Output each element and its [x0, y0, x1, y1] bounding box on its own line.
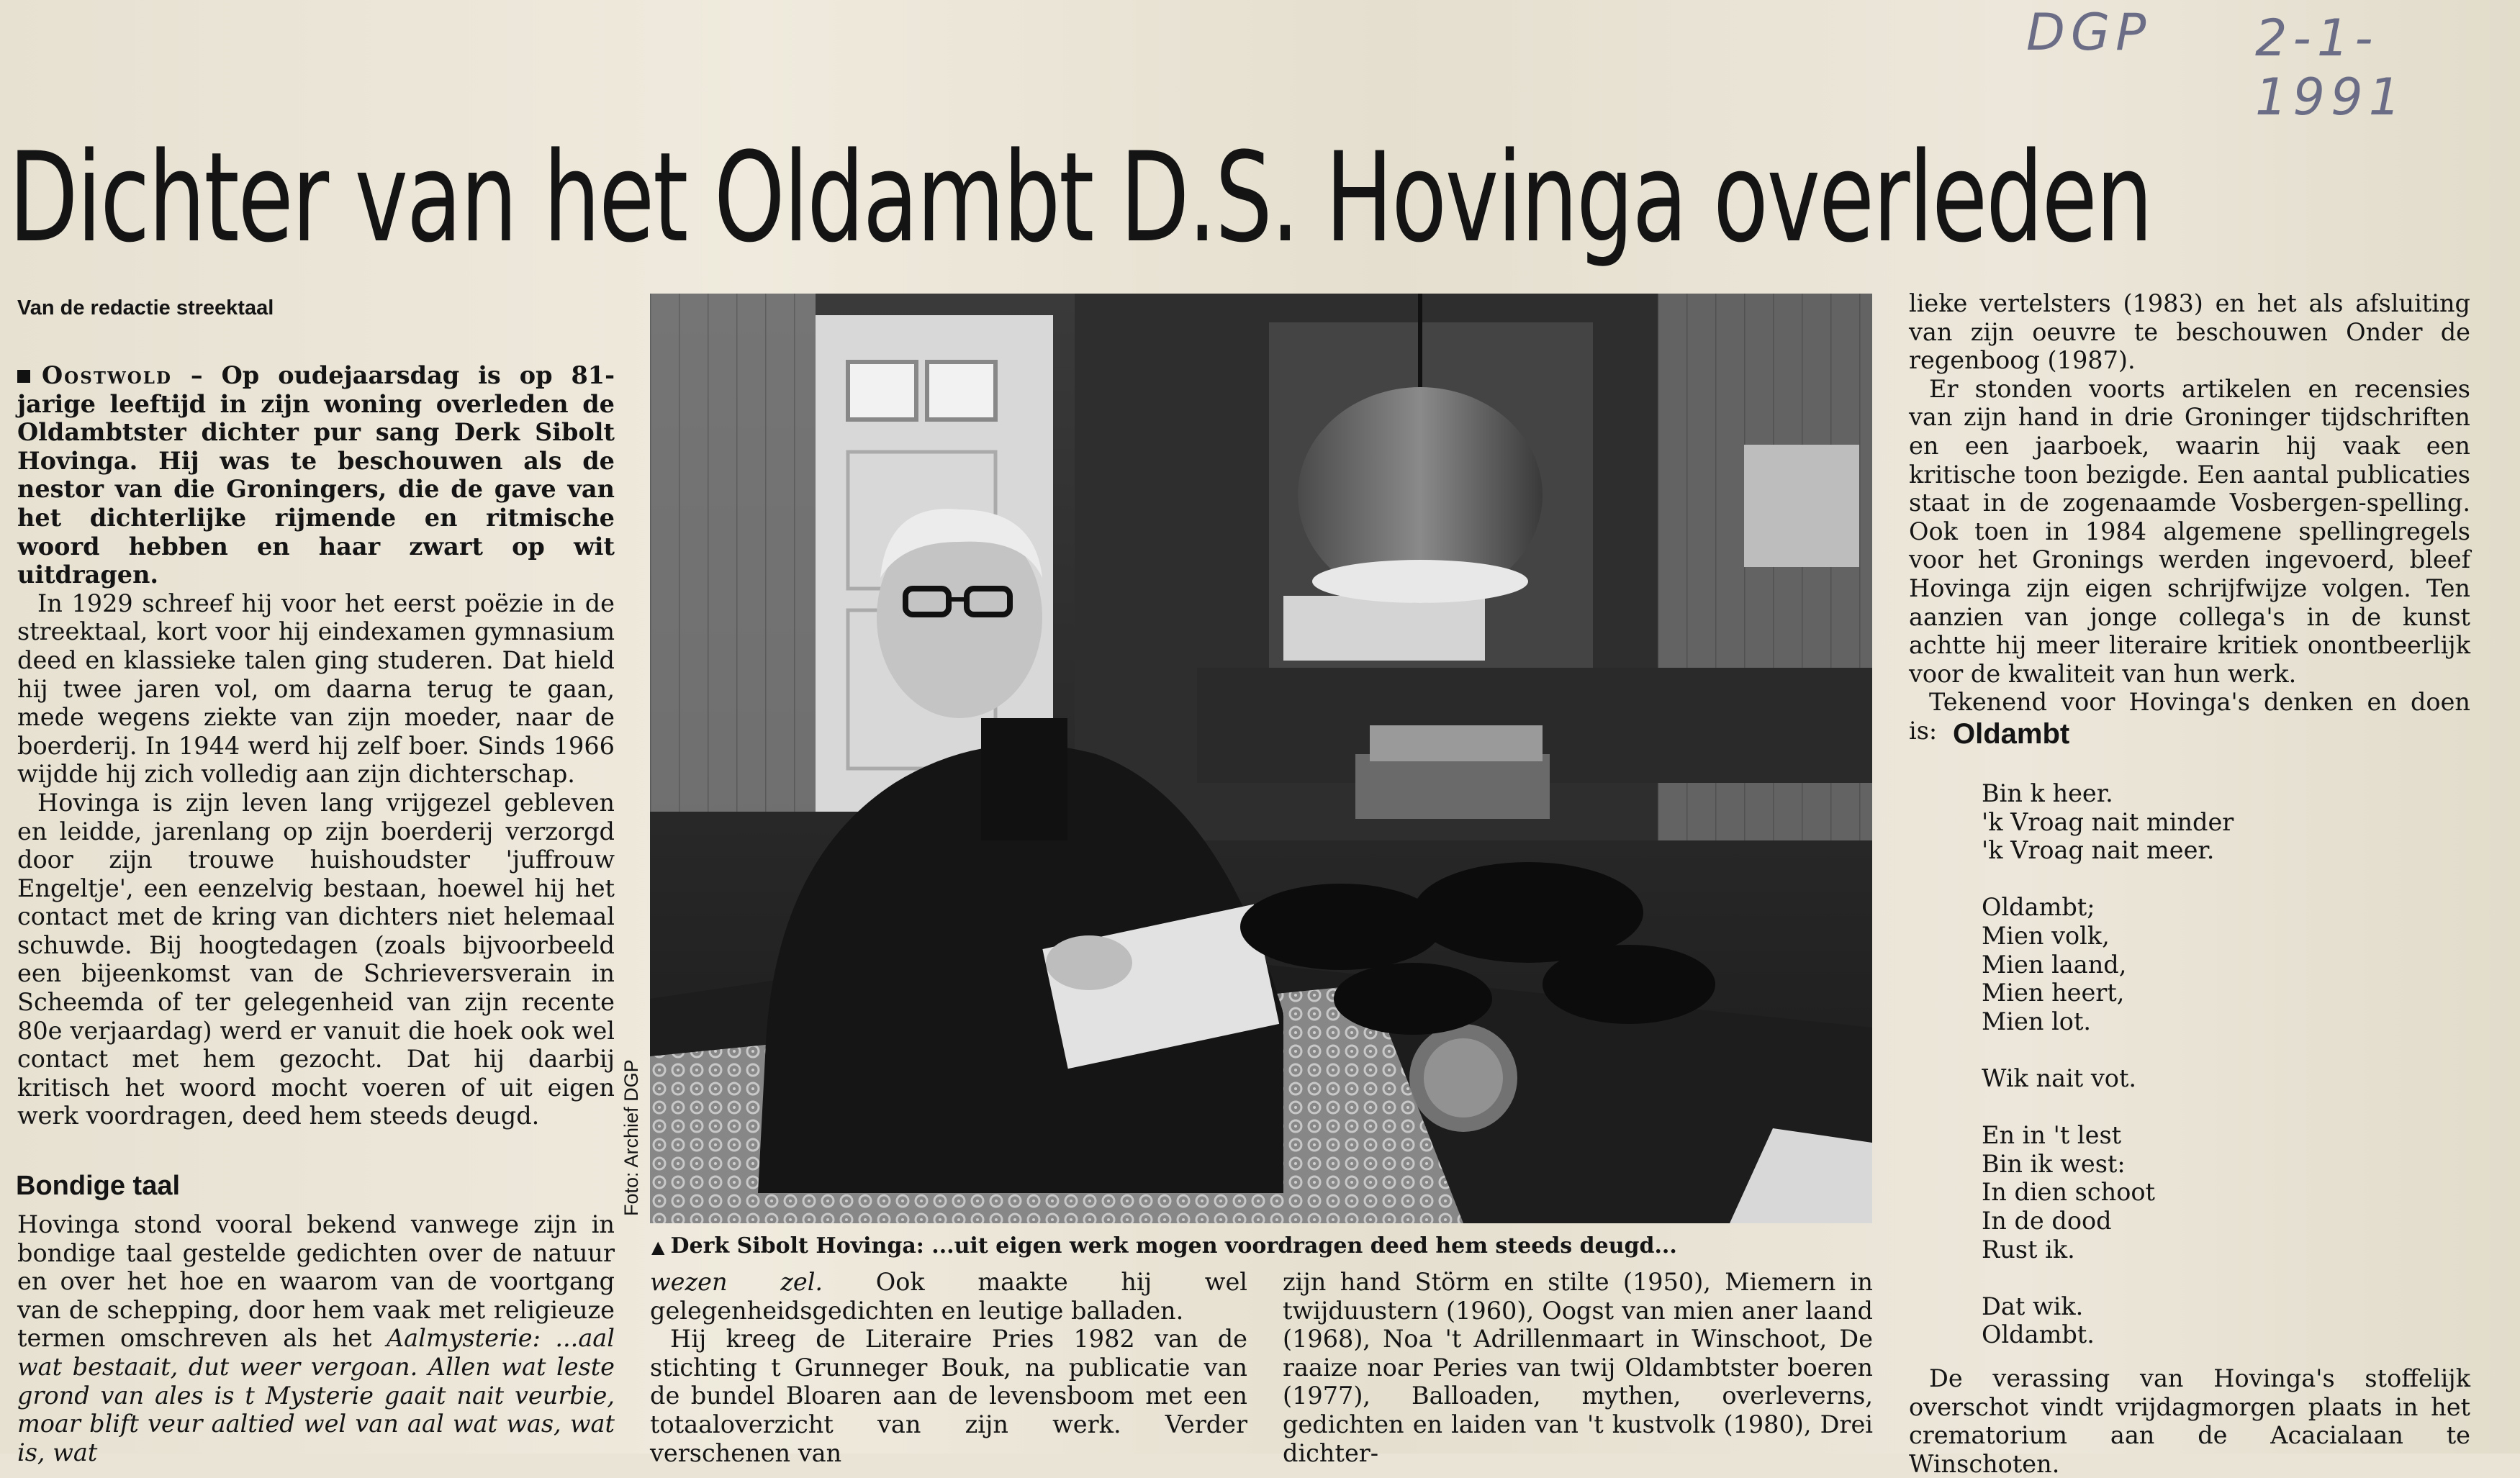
- column-1: [17, 361, 615, 1130]
- poem-line: Oldambt.: [1982, 1320, 2095, 1349]
- caption-text: Derk Sibolt Hovinga: ...uit eigen werk mogen voordragen deed hem steeds deugd...: [670, 1233, 1677, 1259]
- handwritten-annotation: [2026, 0, 2494, 127]
- paragraph: Hovinga is zijn leven lang vrijgezel gebleven en leidde, jarenlang op zijn boerderij verzorgd door zijn trouwe huishoudster 'juffrouw Engeltje', een eenzelvig bestaan, hoewel hij het contact met de kring van dichters niet helemaal schuwde. Bij hoogtedagen (zoals bijvoorbeeld een bijeenkomst van de Schrieversverain in Scheemda of ter gelegenheid van zijn recente 80e verjaardag) werd er vanuit die hoek ook wel contact met hem gezocht. Dat hij daarbij kritisch het woord mocht voeren of uit eigen werk voordragen, deed hem steeds deugd.: [17, 788, 615, 1130]
- poem-line: Mien lot.: [1982, 1007, 2092, 1035]
- poem: [1982, 779, 2234, 1349]
- poem-line: In dien schoot: [1982, 1178, 2155, 1207]
- byline: Van de redactie streektaal: [17, 296, 274, 319]
- poem-line: Mien heert,: [1982, 979, 2125, 1007]
- poem-line: 'k Vroag nait minder: [1982, 807, 2234, 836]
- poem-line: Dat wik.: [1982, 1292, 2084, 1320]
- photo-caption: [651, 1233, 1677, 1259]
- lead-text: – Op oudejaarsdag is op 81-jarige leeftijd in zijn woning overleden de Oldambtster dichter pur sang Derk Sibolt Hovinga. Hij was te beschouwen als de nestor van die Groningers, die de gave van het dichterlijke rijmende en ritmische woord hebben en haar zwart op wit uitdragen.: [17, 361, 615, 589]
- photo-derk-sibolt-hovinga: [650, 294, 1872, 1223]
- poem-line: [1982, 865, 2234, 894]
- column-2: [650, 1268, 1247, 1467]
- paragraph: Er stonden voorts artikelen en recensies van zijn hand in drie Groninger tijdschriften en een jaarboek, waarin hij vaak een kritische toon bezigde. Een aantal publicaties staat in de zogenaamde Vosbergen-spelling. Ook toen in 1984 algemene spellingregels voor het Gronings werden ingevoerd, bleef Hovinga zijn eigen schrijfwijze volgen. Ten aanzien van jonge collega's in de kunst achtte hij meer literaire kritiek onontbeerlijk voor de kwaliteit van hun werk.: [1909, 374, 2470, 688]
- headline: Dichter van het Oldambt D.S. Hovinga overleden: [9, 125, 2152, 270]
- dateline: Oostwold: [42, 361, 172, 389]
- photo-credit: Foto: Archief DGP: [620, 1059, 642, 1216]
- poem-line: [1982, 1035, 2234, 1064]
- poem-line: [1982, 1093, 2234, 1122]
- poem-line: In de dood: [1982, 1206, 2112, 1235]
- poem-line: Bin ik west:: [1982, 1149, 2126, 1178]
- caption-triangle-icon: ▲: [651, 1236, 665, 1257]
- handwritten-date: 2-1-1991: [2255, 9, 2407, 127]
- bullet-square-icon: [17, 370, 30, 383]
- poem-line: Oldambt;: [1982, 893, 2095, 922]
- closing-paragraph: [1909, 1364, 2470, 1478]
- paragraph: Tekenend voor Hovinga's denken en doen is:: [1909, 688, 2470, 745]
- poem-line: 'k Vroag nait meer.: [1982, 836, 2215, 865]
- paragraph: wezen zel. Ook maakte hij wel gelegenheidsgedichten en leutige balladen.: [650, 1268, 1247, 1325]
- paragraph: Hij kreeg de Literaire Pries 1982 van de stichting t Grunneger Bouk, na publicatie van de bundel Bloaren aan de levensboom met een totaaloverzicht van zijn werk. Verder verschenen van: [650, 1325, 1247, 1467]
- subheading: Bondige taal: [16, 1171, 181, 1201]
- lead-paragraph: [17, 361, 615, 589]
- paragraph: De verassing van Hovinga's stoffelijk overschot vindt vrijdagmorgen plaats in het crematorium aan de Acacialaan te Winschoten.: [1909, 1364, 2470, 1478]
- poem-line: Mien volk,: [1982, 921, 2110, 950]
- poem-line: [1982, 1264, 2234, 1292]
- column-3: [1909, 289, 2470, 745]
- poem-title: Oldambt: [1953, 718, 2070, 750]
- column-1-bottom: [17, 1210, 615, 1466]
- paragraph: lieke vertelsters (1983) en het als afsluiting van zijn oeuvre te beschouwen Onder de regenboog (1987).: [1909, 289, 2470, 375]
- poem-line: Bin k heer.: [1982, 779, 2113, 807]
- poem-line: En in 't lest: [1982, 1121, 2122, 1150]
- column-2b: [1283, 1268, 1873, 1467]
- paragraph: Hovinga stond vooral bekend vanwege zijn in bondige taal gestelde gedichten over de natuur en over het hoe en waarom van de voortgang van de schepping, door hem vaak met religieuze termen omschreven als het Aalmysterie: ...aal wat bestaait, dut weer vergoan. Allen wat leste grond van ales is t Mysterie gaait nait veurbie, moar blift veur aaltied wel van aal wat was, wat is, wat: [17, 1210, 615, 1466]
- poem-line: Wik nait vot.: [1982, 1064, 2137, 1092]
- paragraph: In 1929 schreef hij voor het eerst poëzie in de streektaal, kort voor hij eindexamen gymnasium deed en klassieke talen ging studeren. Dat hield hij twee jaren vol, om daarna terug te gaan, mede wegens ziekte van zijn moeder, naar de boerderij. In 1944 werd hij zelf boer. Sinds 1966 wijdde hij zich volledig aan zijn dichterschap.: [17, 589, 615, 789]
- poem-line: Rust ik.: [1982, 1235, 2075, 1264]
- poem-line: Mien laand,: [1982, 950, 2127, 979]
- photo-image: [650, 294, 1872, 1223]
- paragraph: zijn hand Störm en stilte (1950), Miemern in twijduustern (1960), Oogst van mien aner laand (1968), Noa 't Adrillenmaart in Winschoot, De raaize noar Peries van twij Oldambtster boeren (1977), Balloaden, mythen, overleverns, gedichten en laiden van 't kustvolk (1980), Drei dichter-: [1283, 1268, 1873, 1467]
- handwritten-source: DGP: [2026, 3, 2152, 62]
